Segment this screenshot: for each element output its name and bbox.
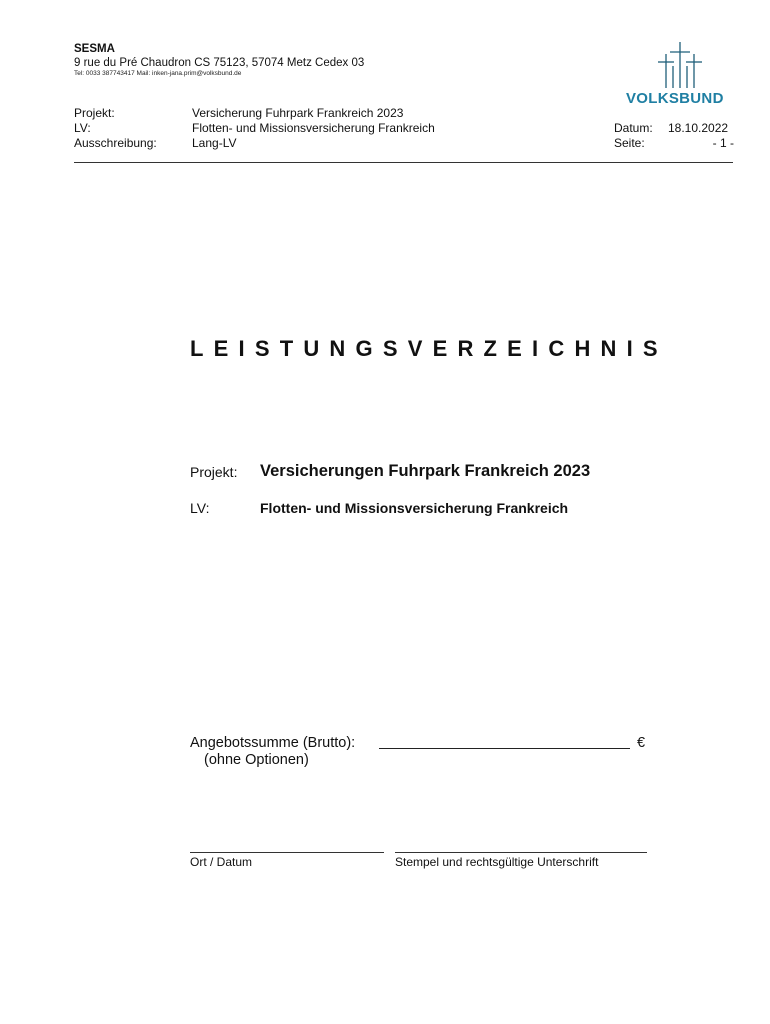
page-number: - 1 - (712, 136, 734, 150)
page-label: Seite: (614, 136, 645, 150)
three-crosses-icon (654, 40, 706, 90)
header-project-label: Projekt: (74, 106, 115, 120)
header-tender-label: Ausschreibung: (74, 136, 157, 150)
signature-field[interactable] (395, 852, 647, 853)
signature-label: Stempel und rechtsgültige Unterschrift (395, 855, 599, 869)
currency-symbol: € (637, 735, 646, 751)
header-tender-value: Lang-LV (192, 136, 237, 150)
place-date-label: Ort / Datum (190, 855, 253, 869)
offer-sum-label: Angebotssumme (Brutto): (190, 735, 356, 751)
offer-sum-sublabel: (ohne Optionen) (204, 752, 309, 768)
lv-value: Flotten- und Missionsversicherung Frankreich (260, 500, 569, 516)
header-lv-label: LV: (74, 121, 91, 135)
project-value: Versicherungen Fuhrpark Frankreich 2023 (260, 462, 591, 480)
volksbund-logo (624, 40, 734, 110)
document-title: LEISTUNGSVERZEICHNIS (190, 336, 668, 361)
lv-label: LV: (190, 500, 210, 516)
offer-sum-field[interactable] (379, 748, 630, 749)
header-divider (74, 162, 733, 163)
place-date-field[interactable] (190, 852, 384, 853)
header-project-value: Versicherung Fuhrpark Frankreich 2023 (192, 106, 404, 120)
header-lv-value: Flotten- und Missionsversicherung Frankreich (192, 121, 435, 135)
sender-address: 9 rue du Pré Chaudron CS 75123, 57074 Metz Cedex 03 (74, 57, 365, 69)
sender-contact: Tel: 0033 387743417 Mail: inken-jana.prim@volksbund.de (74, 70, 242, 77)
date-value: 18.10.2022 (668, 121, 729, 135)
date-label: Datum: (614, 121, 653, 135)
sender-name: SESMA (74, 43, 115, 55)
logo-wordmark: VOLKSBUND (626, 90, 724, 107)
project-label: Projekt: (190, 464, 238, 480)
